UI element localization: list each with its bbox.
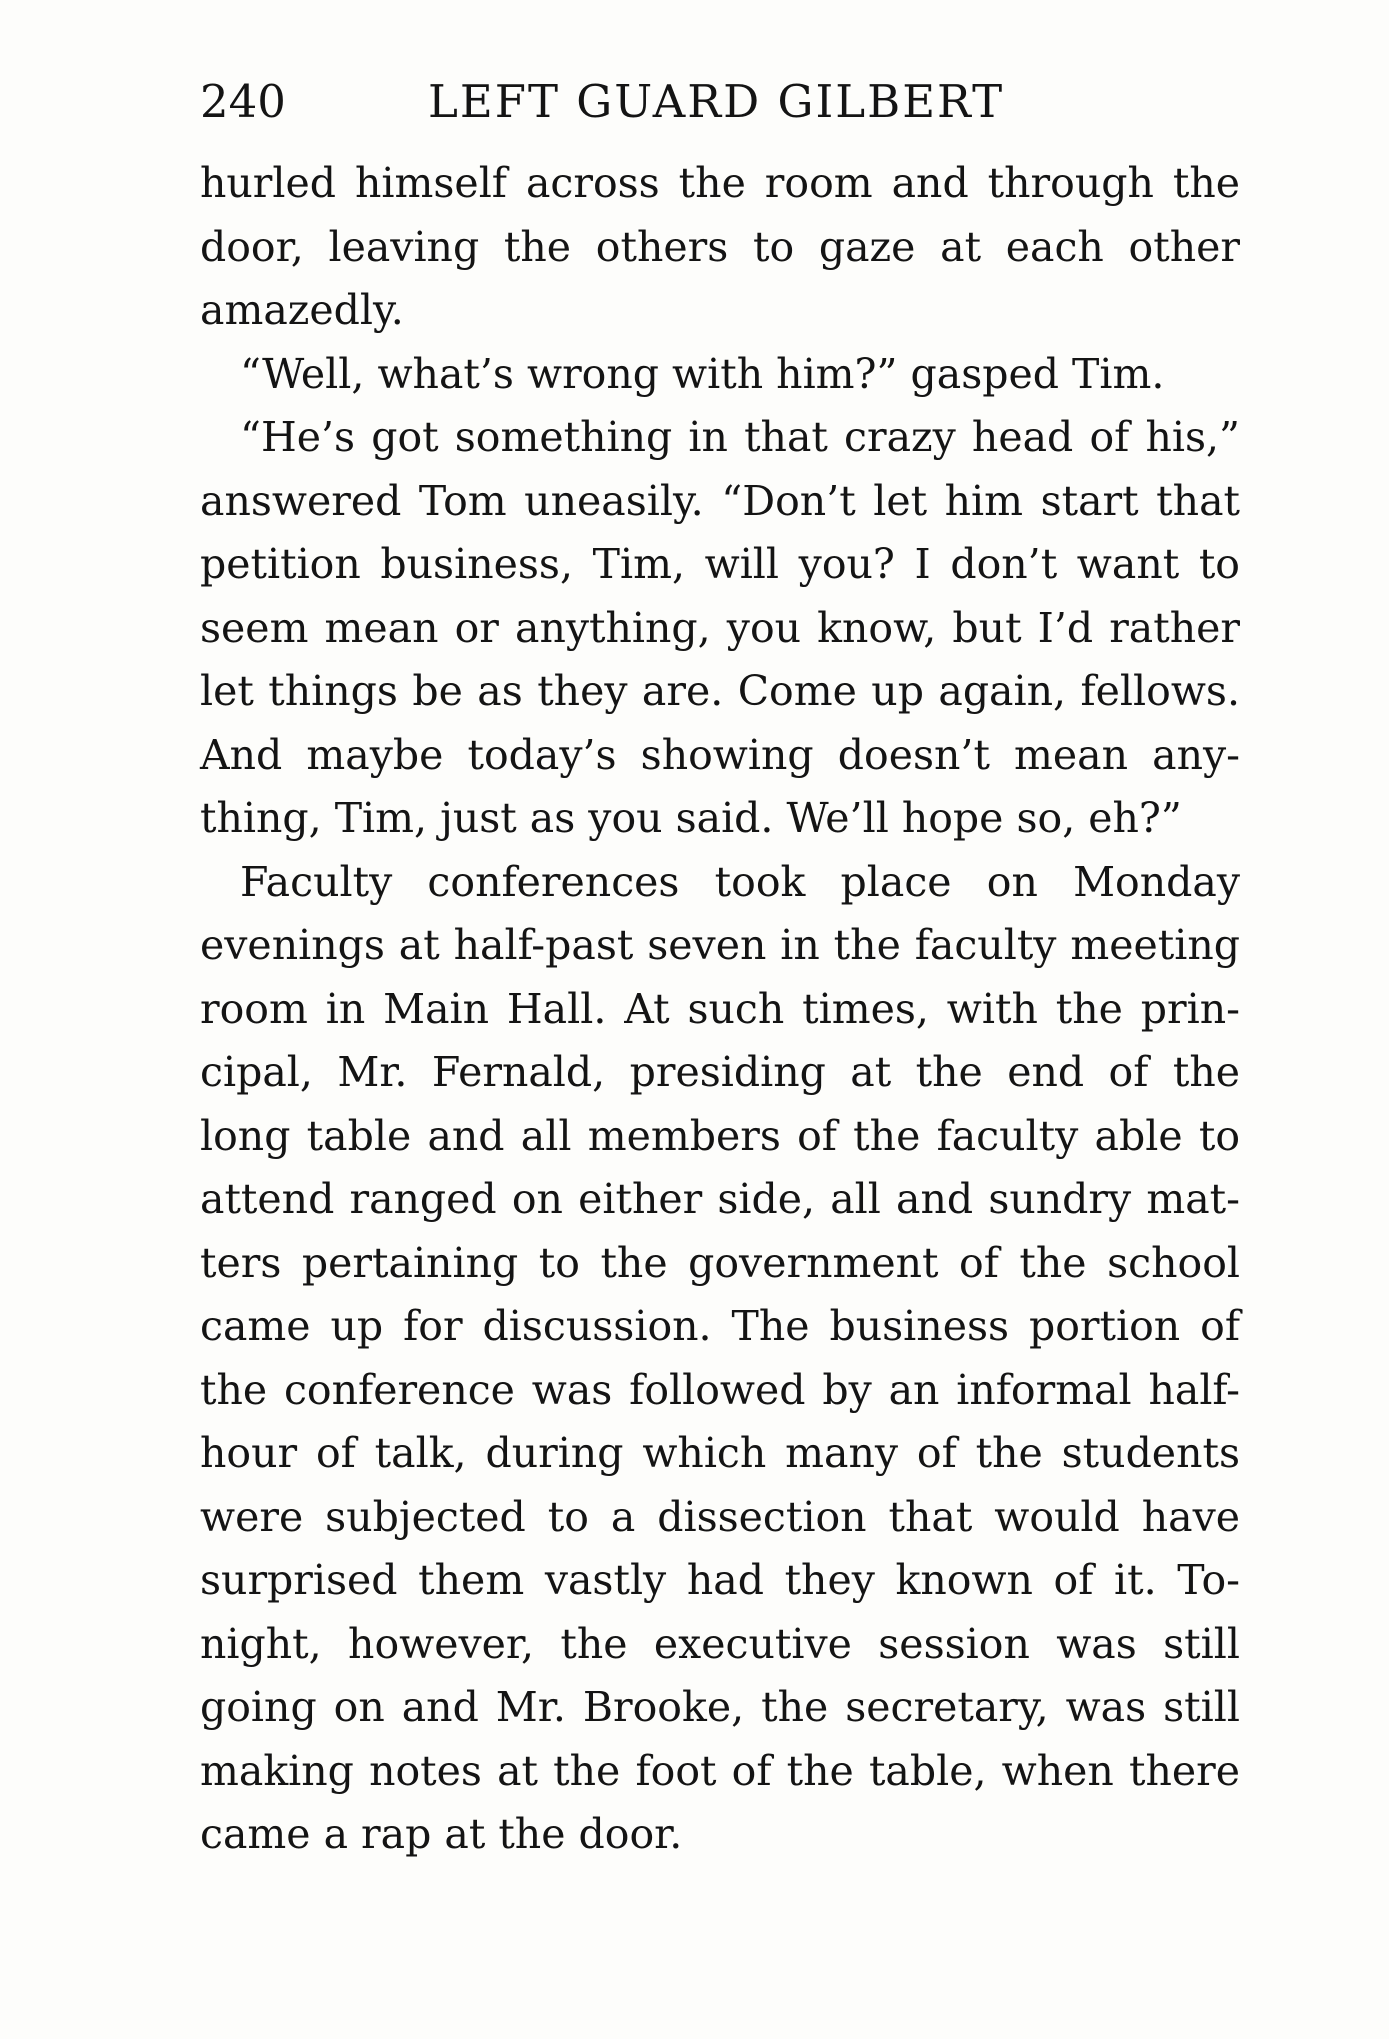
text-line: “He’s got something in that crazy head of his,”: [240, 413, 1240, 461]
running-title: LEFT GUARD GILBERT: [428, 75, 1005, 128]
text-line: room in Main Hall. At such times, with the prin-: [200, 984, 1240, 1033]
text-line: evenings at half-past seven in the faculty meeting: [200, 921, 1240, 969]
text-line: surprised them vastly had they known of it. To-: [200, 1556, 1240, 1604]
text-line: the conference was followed by an informal half-: [200, 1365, 1240, 1414]
page-number: 240: [200, 75, 286, 128]
text-line: seem mean or anything, you know, but I’d rather: [200, 603, 1240, 652]
text-line: came up for discussion. The business portion of: [200, 1302, 1240, 1350]
text-line: door, leaving the others to gaze at each other: [200, 222, 1240, 271]
text-line: answered Tom uneasily. “Don’t let him start that: [200, 476, 1240, 525]
body-text: [200, 152, 1240, 1867]
text-line: amazedly.: [200, 286, 404, 334]
text-line: let things be as they are. Come up again, fellows.: [200, 667, 1240, 715]
text-line: going on and Mr. Brooke, the secretary, was still: [200, 1683, 1240, 1731]
text-line: hour of talk, during which many of the students: [200, 1429, 1240, 1477]
text-line: night, however, the executive session was still: [200, 1619, 1240, 1668]
running-head: [200, 72, 1240, 132]
text-line: came a rap at the door.: [200, 1810, 683, 1858]
text-line: ters pertaining to the government of the school: [200, 1238, 1240, 1287]
text-line: And maybe today’s showing doesn’t mean any-: [200, 730, 1240, 779]
text-line: cipal, Mr. Fernald, presiding at the end of the: [200, 1048, 1240, 1096]
text-line: long table and all members of the faculty able to: [200, 1111, 1240, 1160]
text-line: petition business, Tim, will you? I don’t want to: [200, 540, 1240, 588]
text-line: were subjected to a dissection that would have: [200, 1492, 1240, 1541]
text-line: Faculty conferences took place on Monday: [240, 857, 1240, 906]
text-line: thing, Tim, just as you said. We’ll hope so, eh?”: [200, 794, 1182, 842]
text-line: attend ranged on either side, all and sundry mat-: [200, 1175, 1240, 1223]
text-line: “Well, what’s wrong with him?” gasped Tim.: [240, 349, 1165, 398]
text-line: making notes at the foot of the table, when there: [200, 1746, 1240, 1795]
text-line: hurled himself across the room and through the: [200, 159, 1240, 207]
